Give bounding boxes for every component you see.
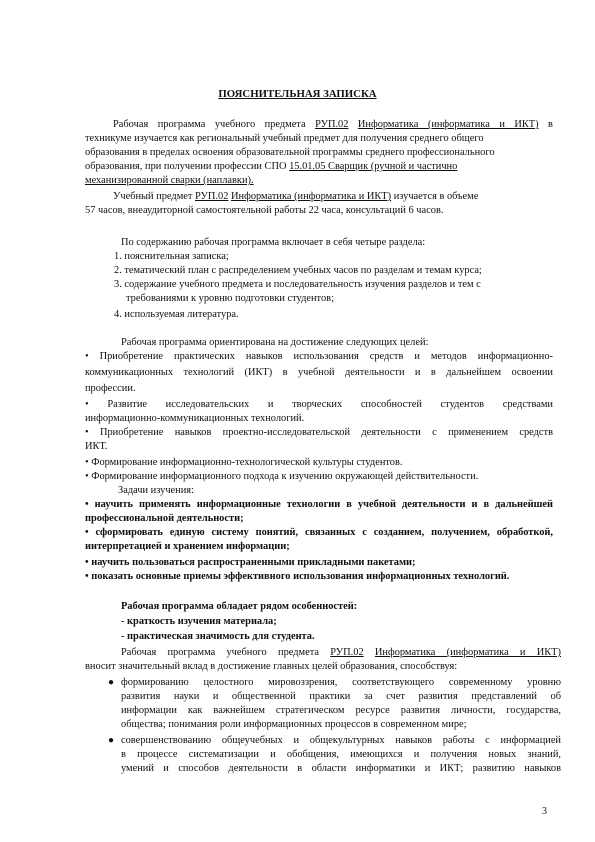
profession-code: 15.01.05 Сварщик (ручной и частично — [289, 161, 458, 172]
goals-line: • Приобретение практических навыков использования средств и методов информационно- — [85, 351, 553, 362]
goals-line: • Приобретение навыков проектно-исследовательской деятельности с применением средств — [85, 427, 553, 438]
page-title: ПОЯСНИТЕЛЬНАЯ ЗАПИСКА — [218, 88, 377, 100]
sections-item: требованиями к уровню подготовки студентов; — [126, 293, 334, 304]
sections-item: 4. используемая литература. — [114, 309, 239, 320]
tasks-line: • сформировать единую систему понятий, связанных с созданием, получением, обработкой, — [85, 527, 553, 538]
intro-text: в — [538, 119, 553, 130]
tasks-line: интерпретацией и хранением информации; — [85, 541, 290, 552]
intro-space — [348, 119, 357, 130]
subject-name: Информатика (информатика и ИКТ) — [231, 191, 392, 202]
intro-line-3: образования в пределах освоения образовательной программы среднего профессионального — [85, 147, 495, 158]
intro-line-4 — [85, 160, 457, 173]
volume-line-1 — [113, 190, 478, 203]
intro-text: образования, при получении профессии СПО — [85, 161, 290, 172]
tasks-line: • научить применять информационные технологии в учебной деятельности и в дальнейшей — [85, 499, 553, 510]
bullet1-line: общества; понимания роли информационных процессов в современном мире; — [121, 719, 467, 730]
sections-item: 1. пояснительная записка; — [114, 251, 229, 262]
intro-line-2: техникуме изучается как региональный учебный предмет для получения среднего общего — [85, 133, 484, 144]
page-number: 3 — [542, 806, 547, 817]
bullet1-line: информации как важнейшем стратегическом ресурсе развития личности, государства, — [121, 705, 561, 716]
goals-line: ИКТ. — [85, 441, 108, 452]
subject-name: Информатика (информатика и ИКТ) — [374, 647, 561, 658]
bullet-dot: ● — [108, 677, 115, 688]
tasks-line: • показать основные приемы эффективного использования информационных технологий. — [85, 571, 510, 582]
volume-text: изучается в объеме — [391, 191, 479, 202]
contribution-space — [364, 647, 375, 658]
bullet2-line: умений и способов деятельности в области информатики и ИКТ; развитию навыков — [121, 763, 561, 774]
contribution-line-2: вносит значительный вклад в достижение главных целей образования, способствуя: — [85, 661, 458, 672]
intro-line-5: механизированной сварки (наплавки). — [85, 175, 254, 186]
tasks-line: профессиональной деятельности; — [85, 513, 244, 524]
contribution-text: Рабочая программа учебного предмета — [121, 647, 331, 658]
goals-heading: Рабочая программа ориентирована на достижение следующих целей: — [121, 337, 429, 348]
goals-line: • Развитие исследовательских и творческих способностей студентов средствами — [85, 399, 553, 410]
bullet-dot: ● — [108, 735, 115, 746]
sections-item: 3. содержание учебного предмета и последовательность изучения разделов и тем с — [114, 279, 481, 290]
goals-line: • Формирование информационного подхода к изучению окружающей действительности. — [85, 471, 479, 482]
intro-text: Рабочая программа учебного предмета — [113, 119, 316, 130]
features-item: - краткость изучения материала; — [121, 616, 277, 627]
features-heading: Рабочая программа обладает рядом особенностей: — [121, 601, 358, 612]
sections-heading: По содержанию рабочая программа включает в себя четыре раздела: — [121, 237, 426, 248]
sections-item: 2. тематический план с распределением учебных часов по разделам и темам курса; — [114, 265, 482, 276]
volume-line-2: 57 часов, внеаудиторной самостоятельной работы 22 часа, консультаций 6 часов. — [85, 205, 444, 216]
tasks-heading: Задачи изучения: — [118, 485, 194, 496]
subject-name: Информатика (информатика и ИКТ) — [357, 119, 539, 130]
contribution-line-1 — [121, 646, 561, 659]
intro-line-1 — [113, 118, 553, 131]
goals-line: информационно-коммуникационных технологий. — [85, 413, 305, 424]
bullet1-line: формированию целостного мировоззрения, соответствующего современному уровню — [121, 677, 561, 688]
bullet1-line: развития науки и общественной практики за счет развития представлений об — [121, 691, 561, 702]
features-item: - практическая значимость для студента. — [121, 631, 315, 642]
goals-line: коммуникационных технологий (ИКТ) в учебной деятельности и в дальнейшем освоении — [85, 367, 553, 378]
bullet2-line: в процессе систематизации и обобщения, имеющихся и получения новых знаний, — [121, 749, 561, 760]
volume-text: Учебный предмет — [113, 191, 196, 202]
goals-line: профессии. — [85, 383, 136, 394]
goals-line: • Формирование информационно-технологической культуры студентов. — [85, 457, 403, 468]
subject-code: РУП.02 — [330, 647, 364, 658]
subject-code: РУП.02 — [195, 191, 229, 202]
tasks-line: • научить пользоваться распространенными прикладными пакетами; — [85, 557, 416, 568]
bullet2-line: совершенствованию общеучебных и общекультурных навыков работы с информацией — [121, 735, 561, 746]
subject-code: РУП.02 — [315, 119, 349, 130]
